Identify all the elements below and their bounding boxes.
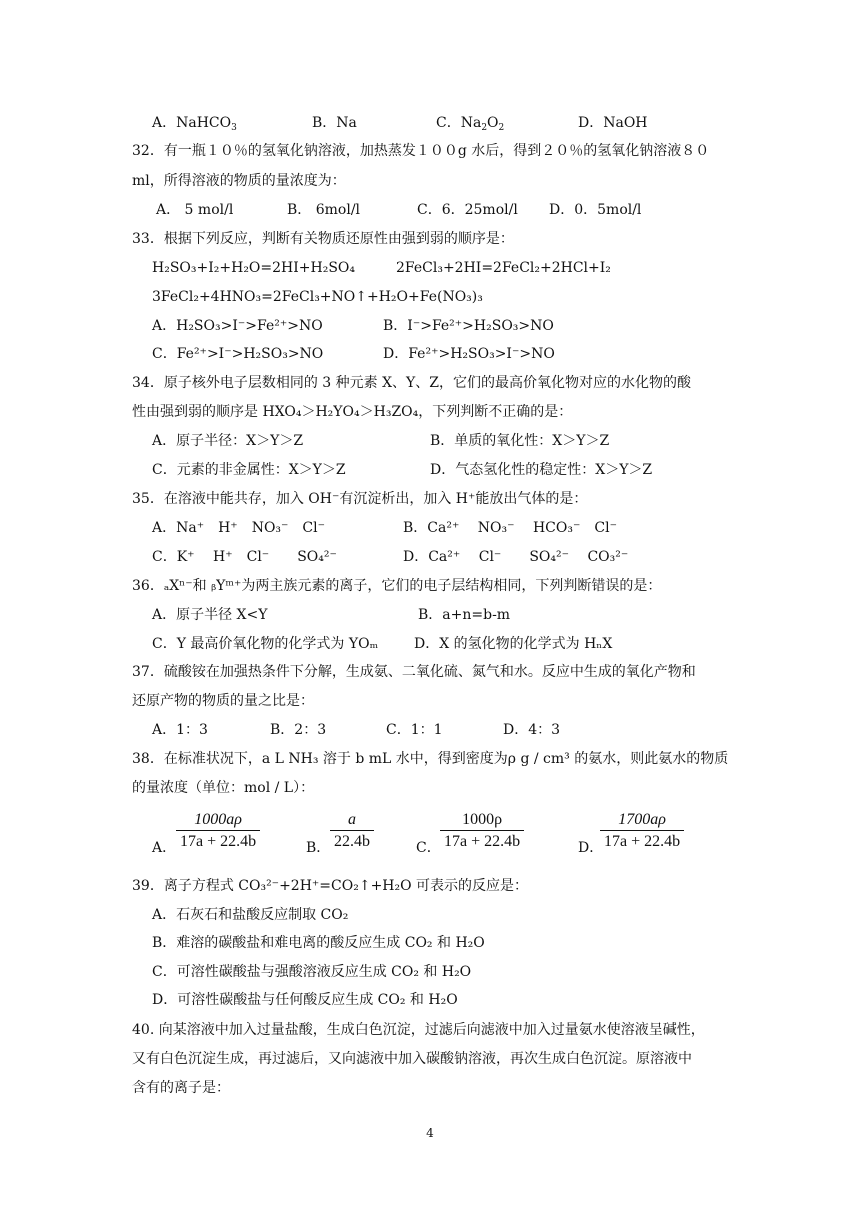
q37-option-b: B．2：3 (270, 722, 327, 738)
q33-stem: 33．根据下列反应，判断有关物质还原性由强到弱的顺序是： (132, 231, 514, 247)
q32-option-c: C．6．25mol/l (417, 202, 518, 218)
q34-option-d: D．气态氢化性的稳定性：X＞Y＞Z (430, 462, 653, 478)
q38-stem-line-2: 的量浓度（单位：mol / L）： (132, 780, 315, 796)
q35-stem: 35．在溶液中能共存，加入 OH⁻有沉淀析出，加入 H⁺能放出气体的是： (132, 491, 588, 507)
q37-option-a: A．1：3 (152, 722, 208, 738)
q38-option-c-denominator: 17a + 22.4b (444, 833, 521, 850)
q39-stem: 39．离子方程式 CO₃²⁻+2H⁺=CO₂↑+H₂O 可表示的反应是： (132, 878, 529, 894)
q35-option-a: A．Na⁺ H⁺ NO₃⁻ Cl⁻ (152, 520, 326, 536)
q34-option-c: C．元素的非金属性：X＞Y＞Z (152, 462, 346, 478)
q35-option-d: D．Ca²⁺ Cl⁻ SO₄²⁻ CO₃²⁻ (403, 549, 629, 565)
q35-option-c: C．K⁺ H⁺ Cl⁻ SO₄²⁻ (152, 549, 337, 565)
q32-option-b: B． 6mol/l (287, 202, 361, 218)
q31-option-c: C．$Na_2O_2$ (436, 115, 505, 133)
q32-option-a: A． 5 mol/l (156, 202, 234, 218)
q37-option-c: C．1：1 (386, 722, 443, 738)
q34-stem-line-2: 性由强到弱的顺序是 HXO₄＞H₂YO₄＞H₃ZO₄，下列判断不正确的是： (132, 404, 573, 420)
q38-option-a-numerator: 1000aρ (176, 810, 260, 831)
q38-option-d-label: D． (578, 840, 604, 856)
q40-stem-line-2: 又有白色沉淀生成，再过滤后，又向滤液中加入碳酸钠溶液，再次生成白色沉淀。原溶液中 (132, 1051, 692, 1067)
q34-option-a: A．原子半径：X＞Y＞Z (152, 433, 304, 449)
q38-stem-line-1: 38．在标准状况下，a L NH₃ 溶于 b mL 水中，得到密度为ρ g / cm³ 的氨水，则此氨水的物质 (132, 751, 729, 767)
q35-option-b: B．Ca²⁺ NO₃⁻ HCO₃⁻ Cl⁻ (403, 520, 617, 536)
q32-stem-line-1: 32．有一瓶１０％的氢氧化钠溶液，加热蒸发１００g 水后，得到２０％的氢氧化钠溶液８０ (132, 143, 710, 159)
page-number: 4 (426, 1126, 434, 1140)
q31-option-d: D．NaOH (578, 115, 648, 131)
q36-option-b: B．a+n=b-m (418, 607, 511, 623)
q33-option-c: C．Fe²⁺>I⁻>H₂SO₃>NO (152, 346, 324, 362)
q31-option-b: B．Na (312, 115, 357, 131)
q38-option-d-fraction (600, 810, 684, 853)
q38-option-d-numerator: 1700aρ (600, 810, 684, 831)
q38-option-a-denominator: 17a + 22.4b (180, 833, 257, 850)
q33-option-d: D．Fe²⁺>H₂SO₃>I⁻>NO (383, 346, 555, 362)
q34-stem-line-1: 34．原子核外电子层数相同的 3 种元素 X、Y、Z，它们的最高价氧化物对应的水化物的酸 (132, 375, 692, 391)
q38-option-c-label: C． (416, 840, 441, 856)
q33-option-a: A．H₂SO₃>I⁻>Fe²⁺>NO (152, 318, 323, 334)
q40-stem-line-1: 40. 向某溶液中加入过量盐酸，生成白色沉淀，过滤后向滤液中加入过量氨水使溶液呈碱性， (132, 1022, 705, 1038)
q38-option-a-fraction (176, 810, 260, 853)
q31-option-a: A．NaHCO$_3$ (152, 115, 237, 133)
q38-option-d-denominator: 17a + 22.4b (604, 833, 681, 850)
q34-option-b: B．单质的氧化性：X＞Y＞Z (430, 433, 610, 449)
q39-option-d: D．可溶性碳酸盐与任何酸反应生成 CO₂ 和 H₂O (152, 992, 458, 1008)
q32-stem-line-2: ml，所得溶液的物质的量浓度为： (132, 173, 346, 189)
q40-stem-line-3: 含有的离子是： (132, 1080, 230, 1096)
q38-option-c-numerator: 1000ρ (440, 810, 524, 831)
q38-option-c-fraction (440, 810, 524, 853)
q33-equation-2: 2FeCl₃+2HI=2FeCl₂+2HCl+I₂ (396, 260, 611, 276)
q38-option-a-label: A． (152, 840, 177, 856)
q33-equation-1: H₂SO₃+I₂+H₂O=2HI+H₂SO₄ (152, 260, 356, 276)
q38-option-b-label: B． (306, 840, 331, 856)
q39-option-b: B．难溶的碳酸盐和难电离的酸反应生成 CO₂ 和 H₂O (152, 935, 485, 951)
q32-option-d: D．0．5mol/l (549, 202, 642, 218)
q38-option-b-numerator: a (330, 810, 374, 831)
q36-option-d: D．X 的氢化物的化学式为 HₙX (414, 636, 613, 652)
q37-option-d: D．4：3 (503, 722, 561, 738)
q37-stem-line-1: 37．硫酸铵在加强热条件下分解，生成氨、二氧化硫、氮气和水。反应中生成的氧化产物和 (132, 664, 696, 680)
q39-option-a: A．石灰石和盐酸反应制取 CO₂ (152, 907, 349, 923)
q38-option-b-denominator: 22.4b (334, 833, 370, 850)
q36-option-a: A．原子半径 X<Y (152, 607, 268, 623)
q33-option-b: B．I⁻>Fe²⁺>H₂SO₃>NO (383, 318, 554, 334)
q38-option-b-fraction (330, 810, 374, 853)
q39-option-c: C．可溶性碳酸盐与强酸溶液反应生成 CO₂ 和 H₂O (152, 964, 472, 980)
q36-option-c: C．Y 最高价氧化物的化学式为 YOₘ (152, 636, 379, 652)
q37-stem-line-2: 还原产物的物质的量之比是： (132, 693, 314, 709)
q36-stem: 36．ₐXⁿ⁻和 ᵦYᵐ⁺为两主族元素的离子，它们的电子层结构相同，下列判断错误的是： (132, 578, 662, 594)
q33-equation-3: 3FeCl₂+4HNO₃=2FeCl₃+NO↑+H₂O+Fe(NO₃)₃ (152, 289, 483, 305)
